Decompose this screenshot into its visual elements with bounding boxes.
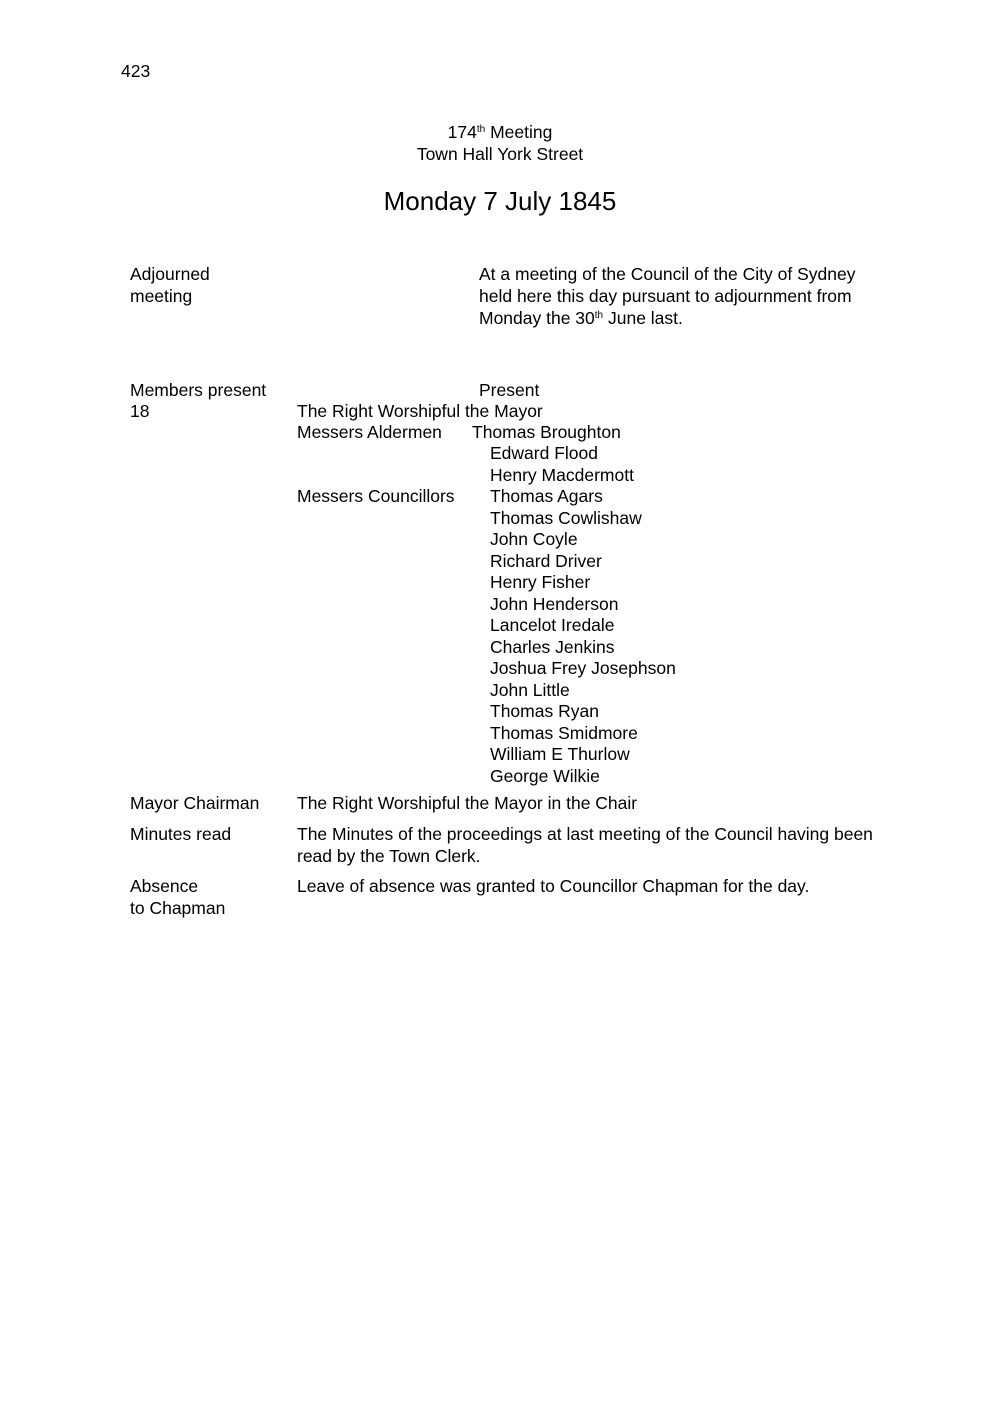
adjourned-line-3-pre: Monday the 30 [479,308,595,328]
adjourned-line-3-post: June last. [603,308,683,328]
councillors-label: Messers Councillors [297,486,455,506]
councillor-name: Joshua Frey Josephson [490,658,676,678]
members-count: 18 [130,401,150,421]
meeting-word: Meeting [490,122,553,142]
councillor-name: John Coyle [490,529,578,549]
present-heading: Present [479,380,540,400]
aldermen-label: Messers Aldermen [297,422,442,442]
margin-note-absence: Absence [130,876,199,896]
councillor-name: Charles Jenkins [490,636,615,657]
margin-note-minutes-read: Minutes read [130,824,232,844]
date-title: Monday 7 July 1845 [383,186,617,216]
councillors-list [490,486,676,787]
alderman-name: Thomas Broughton [472,422,621,442]
councillor-name: Richard Driver [490,550,602,571]
mayor-line: The Right Worshipful the Mayor [297,401,543,421]
adjourned-line-3 [479,308,683,329]
councillor-name: Thomas Cowlishaw [490,507,642,528]
page-number: 423 [121,61,151,81]
minutes-line-1: The Minutes of the proceedings at last meeting of the Council having been [297,824,873,844]
councillor-name: John Henderson [490,593,619,614]
absence-text: Leave of absence was granted to Councillor Chapman for the day. [297,876,810,896]
councillor-name: John Little [490,679,570,700]
councillor-name: Thomas Agars [490,486,603,506]
councillor-name: Lancelot Iredale [490,615,615,635]
margin-note-members-present: Members present [130,380,267,400]
councillor-name: Thomas Smidmore [490,722,638,743]
margin-note-mayor-chairman: Mayor Chairman [130,793,260,813]
margin-note-absence-2: to Chapman [130,898,226,918]
mayor-chair-text: The Right Worshipful the Mayor in the Chair [297,793,638,813]
councillor-name: William E Thurlow [490,744,630,764]
councillor-name: Thomas Ryan [490,701,599,721]
councillor-name: George Wilkie [490,765,600,786]
adjourned-line-1: At a meeting of the Council of the City of Sydney [479,264,856,284]
venue: Town Hall York Street [416,144,584,164]
adjourned-line-3-sup: th [594,310,604,321]
meeting-number-heading [0,122,1000,143]
meeting-number: 174 [447,122,477,142]
minutes-line-2: read by the Town Clerk. [297,846,481,866]
margin-note-adjourned-2: meeting [130,286,193,306]
councillor-name: Henry Fisher [490,572,591,592]
adjourned-line-2: held here this day pursuant to adjournment from [479,286,852,306]
meeting-number-suffix: th [476,124,486,135]
margin-note-adjourned: Adjourned [130,264,210,284]
alderman-name: Edward Flood [490,443,598,463]
alderman-name: Henry Macdermott [490,465,634,485]
